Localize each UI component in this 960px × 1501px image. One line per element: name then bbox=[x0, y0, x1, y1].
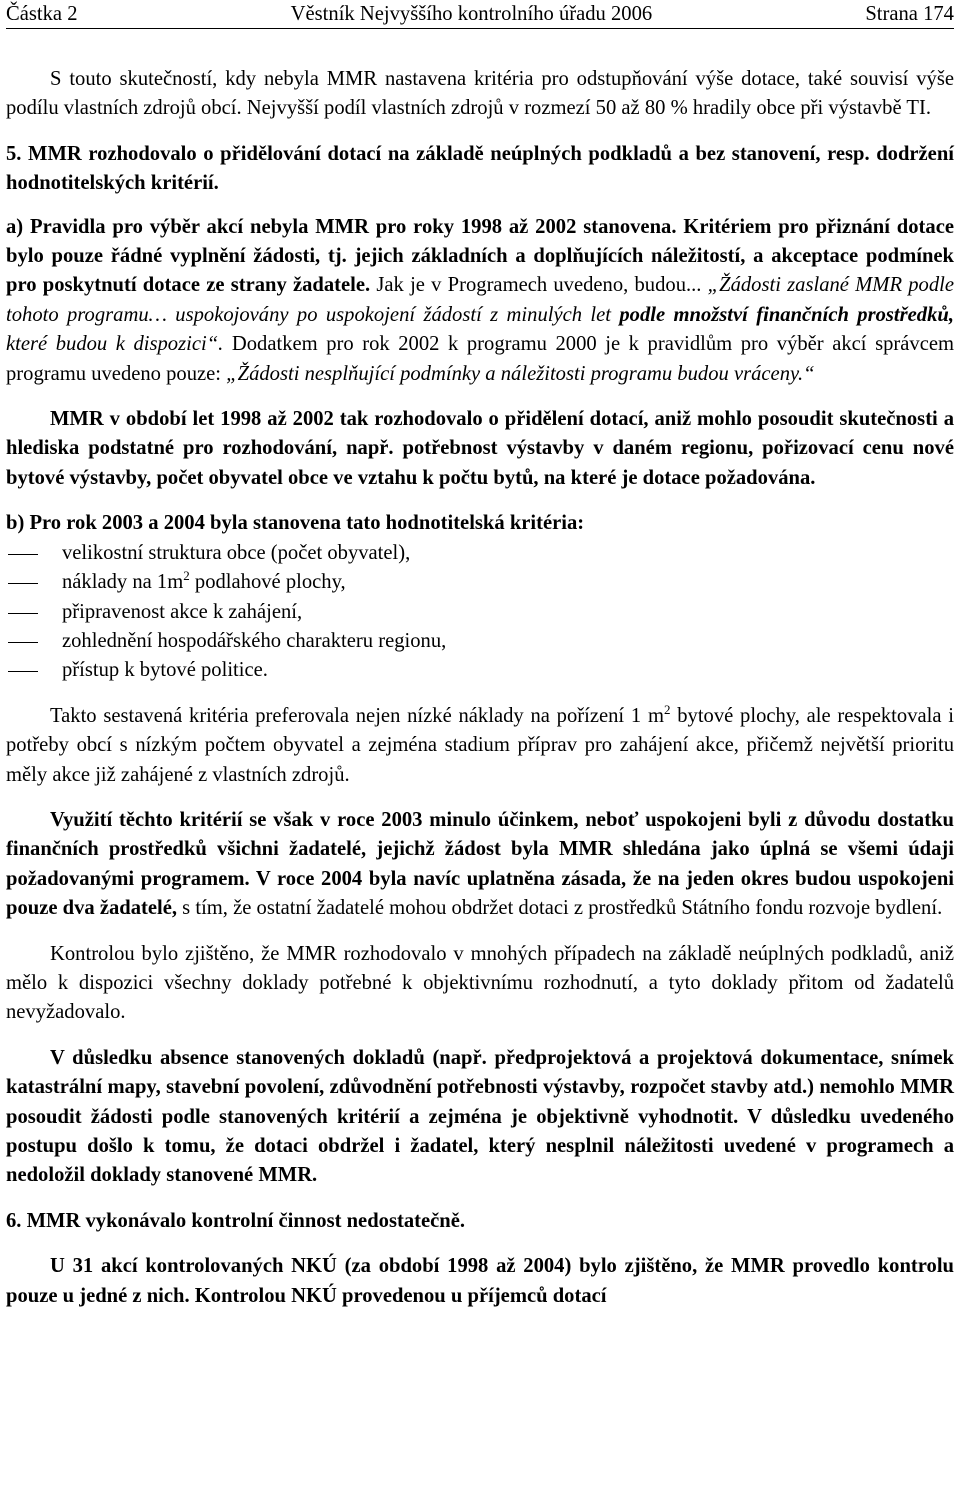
criteria-heading bbox=[6, 509, 954, 538]
finding-6-text: 6. MMR vykonávalo kontrolní činnost nedostatečně. bbox=[6, 1209, 465, 1232]
paragraph-rules-a bbox=[6, 213, 954, 389]
paragraph-nku-control bbox=[6, 1252, 954, 1311]
paragraph-own-resources: S touto skutečností, kdy nebyla MMR nastavena kritéria pro odstupňování výše dotace, také souvisí výše podílu vlastních zdrojů obcí. Nejvyšší podíl vlastních zdrojů v rozmezí 50 až 80 % hradily obce při výstavbě TI. bbox=[6, 68, 954, 120]
mmr-decisions-text: MMR v období let 1998 až 2002 tak rozhodovalo o přidělení dotací, aniž mohlo posoudit skutečnosti a hlediska podstatné pro rozhodování, např. potřebnost výstavby v daném regionu, pořizovací cenu nové bytové výstavby, počet obyvatel obce ve vztahu k počtu bytů, na které je dotace požadována. bbox=[6, 408, 954, 489]
list-item: zohlednění hospodářského charakteru regionu, bbox=[6, 627, 954, 656]
finding-5-heading bbox=[6, 140, 954, 199]
rules-a-quote-1: „Žádosti zaslané MMR podle tohoto programu… uspokojovány po uspokojení žádostí z minulých let bbox=[6, 274, 955, 326]
nku-control-text: U 31 akcí kontrolovaných NKÚ (za období 1998 až 2004) bylo zjištěno, že MMR provedlo kontrolu pouze u jedné z nich. Kontrolou NKÚ provedenou u příjemců dotací bbox=[6, 1255, 954, 1307]
list-item: připravenost akce k zahájení, bbox=[6, 598, 954, 627]
missing-documents-text: V důsledku absence stanovených dokladů (např. předprojektová a projektová dokumentace, snímek katastrální mapy, stavební povolení, zdůvodnění potřebnosti výstavby, rozpočet stavby atd.) nemohlo MMR posoudit žádosti podle stanovených kritérií a zejména je objektivně vyhodnotit. V důsledku uvedeného postupu došlo k tomu, že dotaci obdržel i žadatel, který nesplnil náležitosti uvedené v programech a nedoložil doklady stanovené MMR. bbox=[6, 1046, 954, 1187]
page-number: Strana 174 bbox=[865, 3, 954, 25]
criteria-usage-text: s tím, že ostatní žadatelé mohou obdržet dotaci z prostředků Státního fondu rozvoje bydlení. bbox=[177, 897, 943, 920]
rules-a-text-1: Jak je v Programech uvedeno, budou... bbox=[370, 274, 708, 297]
list-item: přístup k bytové politice. bbox=[6, 656, 954, 685]
paragraph-criteria-preference: Takto sestavená kritéria preferovala nejen nízké náklady na pořízení 1 $m^2$ bytové plochy, ale respektovala i potřeby obcí s nízkým počtem obyvatel a zejména stadium příprav pro zahájení akce, přičemž největší prioritu měly akce již zahájené z vlastních zdrojů. bbox=[6, 701, 954, 786]
criteria-heading-text: b) Pro rok 2003 a 2004 byla stanovena tato hodnotitelská kritéria: bbox=[6, 512, 585, 535]
list-item: náklady na $1m^2$ podlahové plochy, bbox=[6, 568, 954, 597]
paragraph-control-finding: Kontrolou bylo zjištěno, že MMR rozhodovalo v mnohých případech na základě neúplných podkladů, aniž mělo k dispozici všechny doklady potřebné k objektivnímu rozhodnutí, a tyto doklady přitom od žadatelů nevyžadovalo. bbox=[6, 942, 954, 1024]
finding-5-text: 5. MMR rozhodovalo o přidělování dotací na základě neúplných podkladů a bez stanovení, resp. dodržení hodnotitelských kritérií. bbox=[6, 142, 954, 195]
rules-a-quote-bold: podle množství finančních prostředků, bbox=[619, 303, 954, 326]
finding-6-heading bbox=[6, 1207, 954, 1236]
issue-number: Částka 2 bbox=[6, 3, 78, 25]
criteria-list bbox=[6, 539, 954, 686]
criteria-usage-bold: Využití těchto kritérií se však v roce 2003 minulo účinkem, neboť uspokojeni byli z důvodu dostatku finančních prostředků všichni žadatelé, jejichž žádost byla MMR shledána jako úplná se všemi údaji požadovanými programem. V roce 2004 byla navíc uplatněna zásada, že na jeden okres budou uspokojeni pouze dva žadatelé, bbox=[6, 808, 954, 920]
publication-title: Věstník Nejvyššího kontrolního úřadu 2006 bbox=[290, 3, 653, 25]
rules-a-quote-3: „Žádosti nesplňující podmínky a náležitosti programu budou vráceny.“ bbox=[226, 362, 815, 385]
list-item: velikostní struktura obce (počet obyvatel), bbox=[6, 539, 954, 568]
rules-a-text-2: Dodatkem pro rok 2002 k programu 2000 je k pravidlům pro výběr akcí správcem programu uvedeno pouze: bbox=[6, 333, 954, 385]
paragraph-criteria-usage bbox=[6, 806, 954, 924]
paragraph-missing-documents bbox=[6, 1044, 954, 1191]
rules-a-bold: a) Pravidla pro výběr akcí nebyla MMR pro roky 1998 až 2002 stanovena. Kritériem pro přiznání dotace bylo pouze řádné vyplnění žádosti, tj. jejich základních a doplňujících náležitostí, a akceptace podmínek pro poskytnutí dotace ze strany žadatele. bbox=[6, 215, 954, 297]
paragraph-mmr-decisions bbox=[6, 405, 954, 493]
rules-a-quote-2: které budou k dispozici“. bbox=[6, 333, 224, 356]
page-header bbox=[6, 2, 954, 29]
